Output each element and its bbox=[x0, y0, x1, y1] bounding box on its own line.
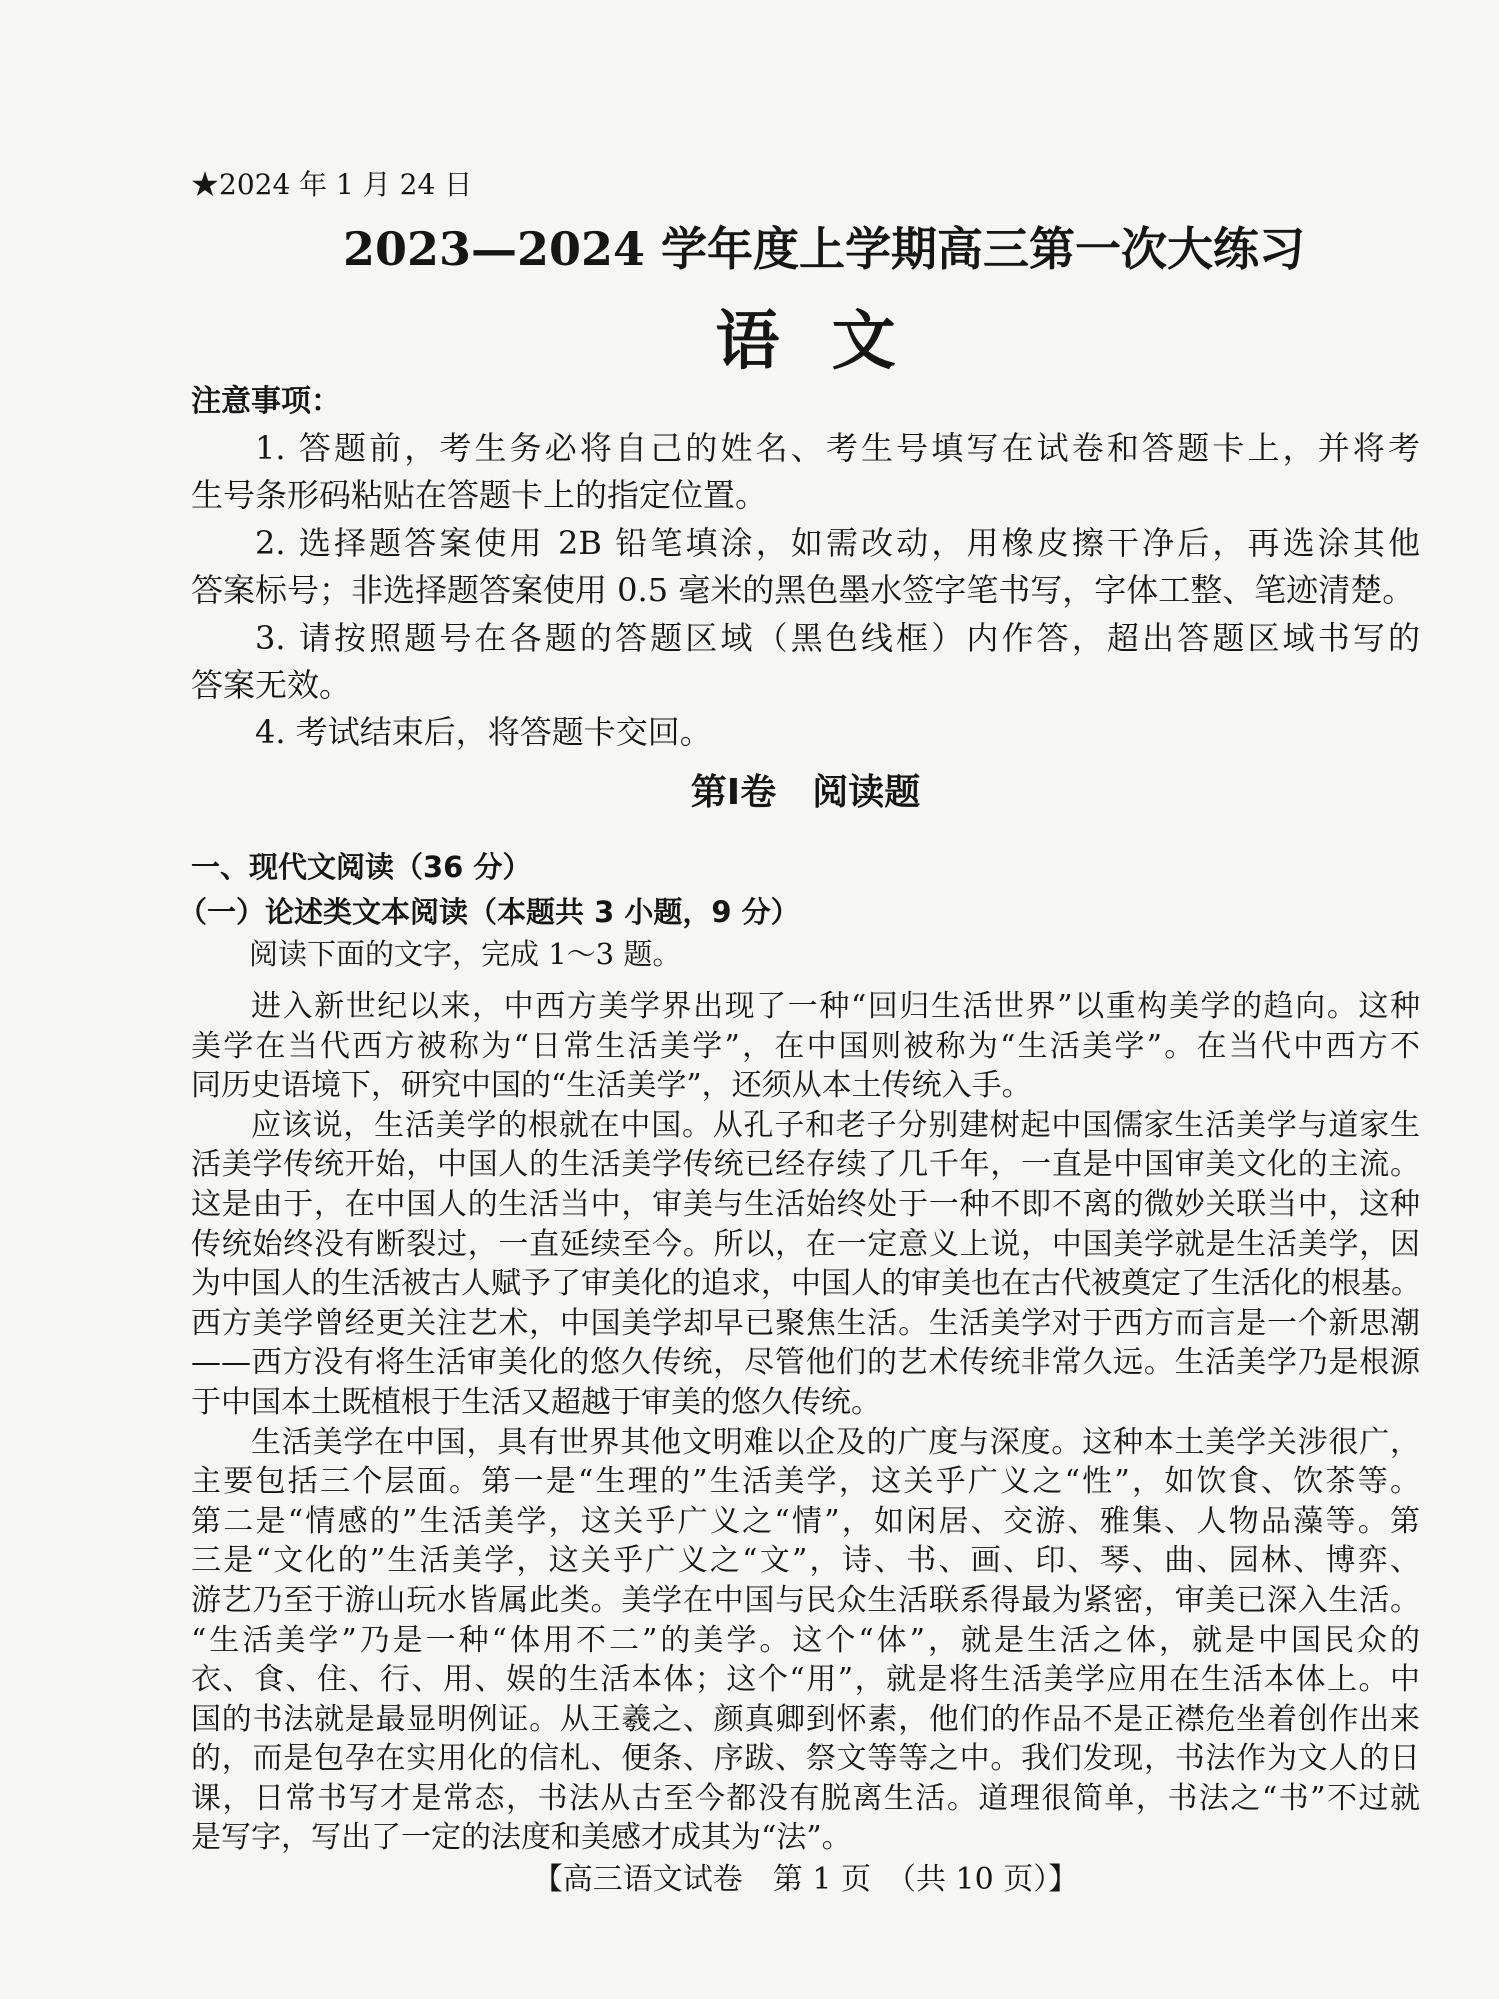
passage-line: 这是由于，在中国人的生活当中，审美与生活始终处于一种不即不离的微妙关联当中，这种 bbox=[191, 1186, 1420, 1222]
passage-paragraph bbox=[191, 1106, 1420, 1423]
passage-line: 美学在当代西方被称为“日常生活美学”，在中国则被称为“生活美学”。在当代中西方不 bbox=[191, 1028, 1420, 1064]
passage-line: 主要包括三个层面。第一是“生理的”生活美学，这关乎广义之“性”，如饮食、饮茶等。 bbox=[191, 1464, 1420, 1500]
passage-line: 传统始终没有断裂过，一直延续至今。所以，在一定意义上说，中国美学就是生活美学，因 bbox=[191, 1226, 1420, 1262]
passage-line: 西方美学曾经更关注艺术，中国美学却早已聚焦生活。生活美学对于西方而言是一个新思潮 bbox=[191, 1305, 1420, 1341]
passage-line: 国的书法就是最显明例证。从王羲之、颜真卿到怀素，他们的作品不是正襟危坐着创作出来 bbox=[191, 1701, 1420, 1737]
part-title: 第I卷 阅读题 bbox=[690, 772, 921, 813]
notice-item bbox=[191, 425, 1420, 520]
passage-line: 课，日常书写才是常态，书法从古至今都没有脱离生活。道理很简单，书法之“书”不过就 bbox=[191, 1780, 1420, 1816]
exam-title: 2023—2024 学年度上学期高三第一次大练习 bbox=[342, 222, 1306, 276]
notice-line: 1. 答题前，考生务必将自己的姓名、考生号填写在试卷和答题卡上，并将考 bbox=[255, 429, 1420, 467]
passage-line: 于中国本土既植根于生活又超越于审美的悠久传统。 bbox=[191, 1384, 881, 1420]
page-footer: 【高三语文试卷 第 1 页 （共 10 页）】 bbox=[532, 1862, 1079, 1897]
subject-title: 语 文 bbox=[715, 305, 896, 379]
notice-line: 答案无效。 bbox=[191, 666, 352, 705]
notice-line: 4. 考试结束后，将答题卡交回。 bbox=[255, 713, 712, 752]
passage-line: 活美学传统开始，中国人的生活美学传统已经存续了几千年，一直是中国审美文化的主流。 bbox=[191, 1147, 1420, 1183]
notice-heading: 注意事项： bbox=[191, 384, 341, 419]
passage-paragraph bbox=[191, 1423, 1420, 1859]
notice-item bbox=[191, 709, 1420, 756]
passage-line: 为中国人的生活被古人赋予了审美化的追求，中国人的审美也在古代被奠定了生活化的根基。 bbox=[191, 1266, 1421, 1302]
passage-line: 的，而是包孕在实用化的信札、便条、序跋、祭文等等之中。我们发现，书法作为文人的日 bbox=[191, 1741, 1420, 1777]
notice-item bbox=[191, 615, 1420, 710]
passage-line: 衣、食、住、行、用、娱的生活本体；这个“用”，就是将生活美学应用在生活本体上。中 bbox=[191, 1662, 1420, 1698]
passage-line: ——西方没有将生活审美化的悠久传统，尽管他们的艺术传统非常久远。生活美学乃是根源 bbox=[191, 1345, 1420, 1381]
passage-line: 三是“文化的”生活美学，这关乎广义之“文”，诗、书、画、印、琴、曲、园林、博弈、 bbox=[191, 1543, 1420, 1579]
passage-line: 游艺乃至于游山玩水皆属此类。美学在中国与民众生活联系得最为紧密，审美已深入生活。 bbox=[191, 1582, 1420, 1618]
notice-item bbox=[191, 520, 1420, 615]
passage-line: “生活美学”乃是一种“体用不二”的美学。这个“体”，就是生活之体，就是中国民众的 bbox=[191, 1622, 1420, 1658]
passage-line: 第二是“情感的”生活美学，这关乎广义之“情”，如闲居、交游、雅集、人物品藻等。第 bbox=[191, 1503, 1420, 1539]
notice-line: 3. 请按照题号在各题的答题区域（黑色线框）内作答，超出答题区域书写的 bbox=[255, 618, 1420, 657]
passage bbox=[191, 987, 1420, 1858]
passage-line: 应该说，生活美学的根就在中国。从孔子和老子分别建树起中国儒家生活美学与道家生 bbox=[251, 1107, 1420, 1143]
passage-line: 进入新世纪以来，中西方美学界出现了一种“回归生活世界”以重构美学的趋向。这种 bbox=[251, 989, 1420, 1024]
notice-line: 2. 选择题答案使用 2B 铅笔填涂，如需改动，用橡皮擦干净后，再选涂其他 bbox=[255, 523, 1420, 562]
notice-line: 答案标号；非选择题答案使用 0.5 毫米的黑色墨水签字笔书写，字体工整、笔迹清楚。 bbox=[191, 571, 1415, 610]
passage-line: 生活美学在中国，具有世界其他文明难以企及的广度与深度。这种本土美学关涉很广， bbox=[251, 1424, 1420, 1460]
section-heading: 一、现代文阅读（36 分） bbox=[191, 850, 532, 884]
notice-line: 生号条形码粘贴在答题卡上的指定位置。 bbox=[191, 476, 768, 515]
exam-date: ★2024 年 1 月 24 日 bbox=[191, 168, 473, 201]
reading-instruction: 阅读下面的文字，完成 1～3 题。 bbox=[249, 937, 682, 971]
passage-line: 同历史语境下，研究中国的“生活美学”，还须从本土传统入手。 bbox=[191, 1068, 1032, 1104]
passage-line: 是写字，写出了一定的法度和美感才成其为“法”。 bbox=[191, 1820, 852, 1856]
subsection-heading: （一）论述类文本阅读（本题共 3 小题，9 分） bbox=[178, 895, 800, 929]
notice-list bbox=[191, 425, 1420, 757]
passage-paragraph bbox=[191, 987, 1420, 1106]
